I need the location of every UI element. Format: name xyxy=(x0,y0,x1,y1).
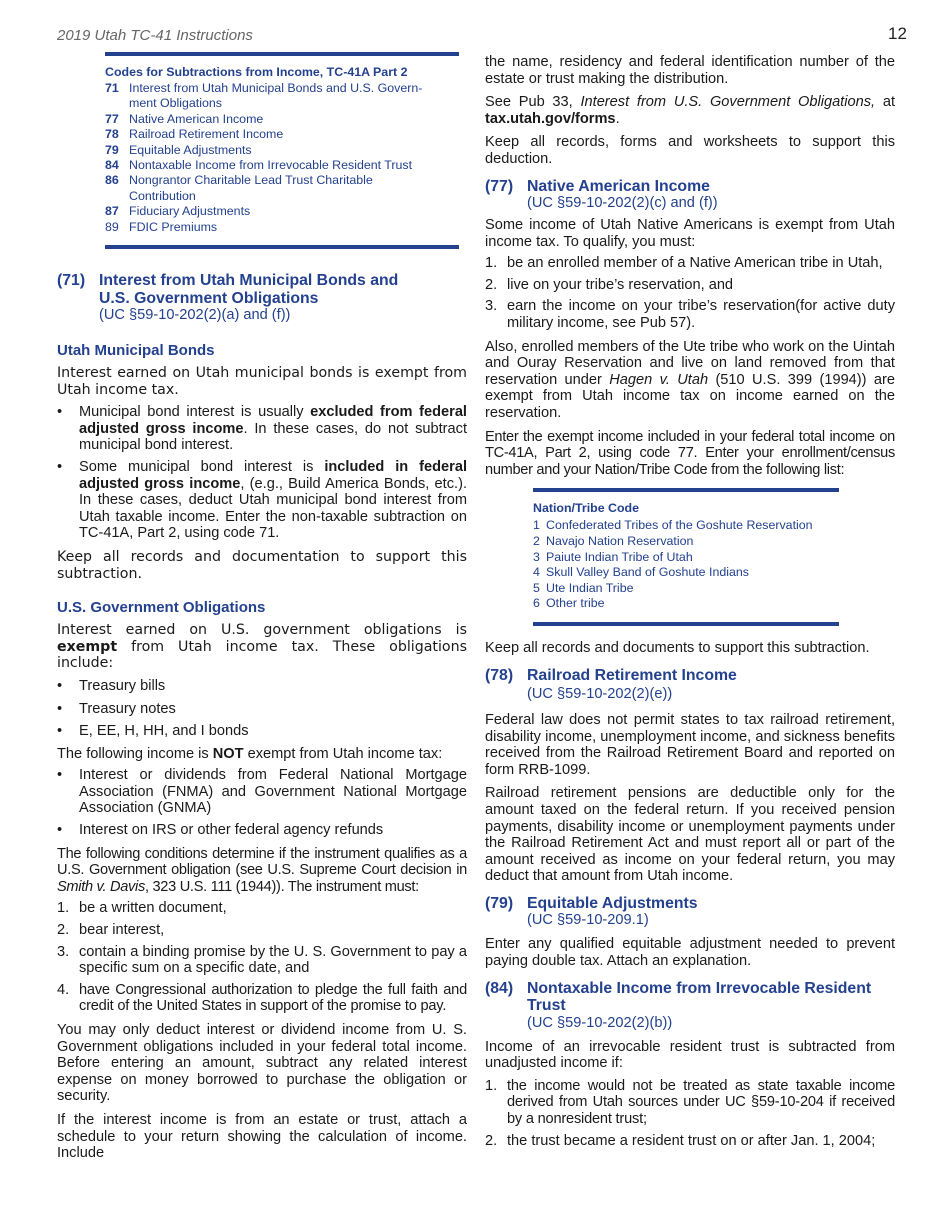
codes-box-title: Codes for Subtractions from Income, TC-41A Part 2 xyxy=(105,65,408,79)
bullet: • xyxy=(57,822,63,839)
us-gov-paragraph: Interest earned on U.S. government obligations is exempt from Utah income tax. These obligations include: xyxy=(57,622,467,672)
code-item: 87 Fiduciary Adjustments xyxy=(105,204,251,219)
bullet: • xyxy=(57,404,63,421)
pub33-link[interactable]: tax.utah.gov/forms xyxy=(485,110,616,127)
list-item: • Interest or dividends from Federal National Mortgage Association (FNMA) and Government National Mortgage Association (GNMA) xyxy=(57,767,467,817)
section-78-paragraph: Federal law does not permit states to tax railroad retirement, disability income, unemployment income, and sickness benefits received from the Railroad Retirement Board and reported on form RRB-1099. xyxy=(485,712,895,778)
page-number: 12 xyxy=(888,24,907,43)
page-header-title: 2019 Utah TC-41 Instructions xyxy=(57,27,253,44)
codes-box-bottom-rule xyxy=(105,245,459,249)
bullet: • xyxy=(57,458,63,475)
list-item: 1. the income would not be treated as state taxable income derived from Utah sources under UC §59-10-204 if received by a nonresident trust; xyxy=(485,1077,895,1128)
tribe-box-title: Nation/Tribe Code xyxy=(533,501,640,516)
list-item: 1. be an enrolled member of a Native American tribe in Utah, xyxy=(485,255,883,272)
code-item: 71 Interest from Utah Municipal Bonds and U.S. Govern- ment Obligations xyxy=(105,81,423,111)
enter-exempt-paragraph: Enter the exempt income included in your federal total income on TC-41A, Part 2, using code 77. Enter your enrollment/census number and your Nation/Tribe Code from the following list: xyxy=(485,428,895,478)
ute-tribe-paragraph: Also, enrolled members of the Ute tribe who work on the Uintah and Ouray Reservation and live on land removed from that reservation under Hagen v. Utah (510 U.S. 399 (1994)) are exempt from Utah income tax on income earned on the reservation. xyxy=(485,338,895,421)
section-77-intro: Some income of Utah Native Americans is exempt from Utah income tax. To qualify, you must: xyxy=(485,217,895,250)
codes-box xyxy=(105,52,459,249)
list-item: • Some municipal bond interest is included in federal adjusted gross income, (e.g., Build America Bonds, etc.). In these cases, deduct Utah municipal bond interest from Utah taxable income. Enter the non-taxable subtraction on TC-41A, Part 2, using code 71. xyxy=(57,458,468,542)
section-77-citation: (UC §59-10-202(2)(c) and (f)) xyxy=(527,195,718,212)
section-79-paragraph: Enter any qualified equitable adjustment needed to prevent paying double tax. Attach an explanation. xyxy=(485,936,895,970)
section-79-citation: (UC §59-10-209.1) xyxy=(527,912,649,929)
section-77 xyxy=(485,178,895,657)
conditions-paragraph: The following conditions determine if the instrument qualifies as a U.S. Government obligation (see U.S. Supreme Court decision in Smith v. Davis, 323 U.S. 111 (1944)). The instrument must: xyxy=(57,845,467,895)
code-item: 84 Nontaxable Income from Irrevocable Resident Trust xyxy=(105,158,413,173)
code-item: 89 FDIC Premiums xyxy=(105,219,218,234)
section-79 xyxy=(485,895,895,970)
keep-records-paragraph: Keep all records and documentation to support this subtraction. xyxy=(57,548,467,582)
us-gov-heading: U.S. Government Obligations xyxy=(57,599,266,617)
keep-records-paragraph: Keep all records, forms and worksheets to support this deduction. xyxy=(485,134,895,167)
tribe-item: 2 Navajo Nation Reservation xyxy=(533,533,694,548)
list-item: • Interest on IRS or other federal agency refunds xyxy=(57,822,384,839)
bullet: • xyxy=(57,677,63,694)
tribe-item: 5 Ute Indian Tribe xyxy=(533,580,634,595)
code-item: 78 Railroad Retirement Income xyxy=(105,127,284,142)
section-71-citation: (UC §59-10-202(2)(a) and (f)) xyxy=(99,307,291,323)
deduct-paragraph: You may only deduct interest or dividend income from U. S. Government obligations included in your federal total income. Before entering an amount, subtract any related interest expense on money borrowed to purchase the obligation or security. xyxy=(57,1022,467,1105)
section-78-heading: (78) Railroad Retirement Income xyxy=(485,666,737,684)
tribe-box-top-rule xyxy=(533,488,839,492)
muni-bonds-paragraph: Interest earned on Utah municipal bonds is exempt from Utah income tax. xyxy=(57,365,467,398)
pub33-paragraph: See Pub 33, Interest from U.S. Government Obligations, at tax.utah.gov/forms. xyxy=(485,94,895,127)
list-item: 2. live on your tribe’s reservation, and xyxy=(485,276,734,293)
list-item: • Municipal bond interest is usually excluded from federal adjusted gross income. In these cases, do not subtract municipal bond interest. xyxy=(57,404,467,454)
list-item: 1. be a written document, xyxy=(57,900,227,917)
tribe-box-bottom-rule xyxy=(533,622,839,626)
section-84-heading: (84) Nontaxable Income from Irrevocable Resident Trust xyxy=(485,979,872,1015)
estate-paragraph-continued: the name, residency and federal identification number of the estate or trust making the distribution. xyxy=(485,54,895,87)
list-item: 3. contain a binding promise by the U. S. Government to pay a specific sum on a specific date, and xyxy=(57,943,467,977)
code-item: 77 Native American Income xyxy=(105,111,264,126)
section-77-heading: (77) Native American Income xyxy=(485,177,710,195)
section-78 xyxy=(485,667,895,885)
codes-box-top-rule xyxy=(105,52,459,56)
list-item: • Treasury bills xyxy=(57,677,166,694)
section-78-paragraph: Railroad retirement pensions are deductible only for the amount taxed on the federal return. If you received pension payments, disability income or unemployment payments under the Railroad Retirement Act and must report all or part of the amount received as income on your federal return, you may deduct that amount from Utah income. xyxy=(485,785,895,885)
list-item: 2. bear interest, xyxy=(57,922,165,939)
bullet: • xyxy=(57,767,63,784)
list-item: 4. have Congressional authorization to pledge the full faith and credit of the United States in support of the promise to pay. xyxy=(57,981,467,1015)
section-79-heading: (79) Equitable Adjustments xyxy=(485,894,698,912)
list-item: 2. the trust became a resident trust on or after Jan. 1, 2004; xyxy=(485,1132,876,1149)
bullet: • xyxy=(57,700,63,717)
list-item: 3. earn the income on your tribe’s reservation(for active duty military income, see Pub 57). xyxy=(485,298,895,332)
estate-paragraph: If the interest income is from an estate or trust, attach a schedule to your return showing the calculation of income. Include xyxy=(57,1111,467,1162)
code-item: 79 Equitable Adjustments xyxy=(105,142,252,157)
list-item: • Treasury notes xyxy=(57,700,176,717)
list-item: • E, EE, H, HH, and I bonds xyxy=(57,723,249,740)
bullet: • xyxy=(57,723,63,740)
code-item: 86 Nongrantor Charitable Lead Trust Charitable Contribution xyxy=(105,173,373,203)
keep-records-paragraph: Keep all records and documents to support this subtraction. xyxy=(485,639,870,656)
tribe-item: 6 Other tribe xyxy=(533,596,605,611)
not-exempt-paragraph: The following income is NOT exempt from Utah income tax: xyxy=(57,745,443,762)
tribe-item: 4 Skull Valley Band of Goshute Indians xyxy=(533,565,749,580)
section-84 xyxy=(485,980,895,1150)
tribe-code-box xyxy=(533,488,839,626)
section-71 xyxy=(57,272,467,1162)
muni-bonds-heading: Utah Municipal Bonds xyxy=(57,342,215,359)
section-84-citation: (UC §59-10-202(2)(b)) xyxy=(527,1014,673,1031)
tribe-item: 1 Confederated Tribes of the Goshute Reservation xyxy=(533,518,813,533)
section-84-paragraph: Income of an irrevocable resident trust is subtracted from unadjusted income if: xyxy=(485,1038,895,1072)
section-78-citation: (UC §59-10-202(2)(e)) xyxy=(527,686,673,703)
section-71-heading: (71) Interest from Utah Municipal Bonds and U.S. Government Obligations xyxy=(57,272,399,307)
tribe-item: 3 Paiute Indian Tribe of Utah xyxy=(533,549,693,564)
